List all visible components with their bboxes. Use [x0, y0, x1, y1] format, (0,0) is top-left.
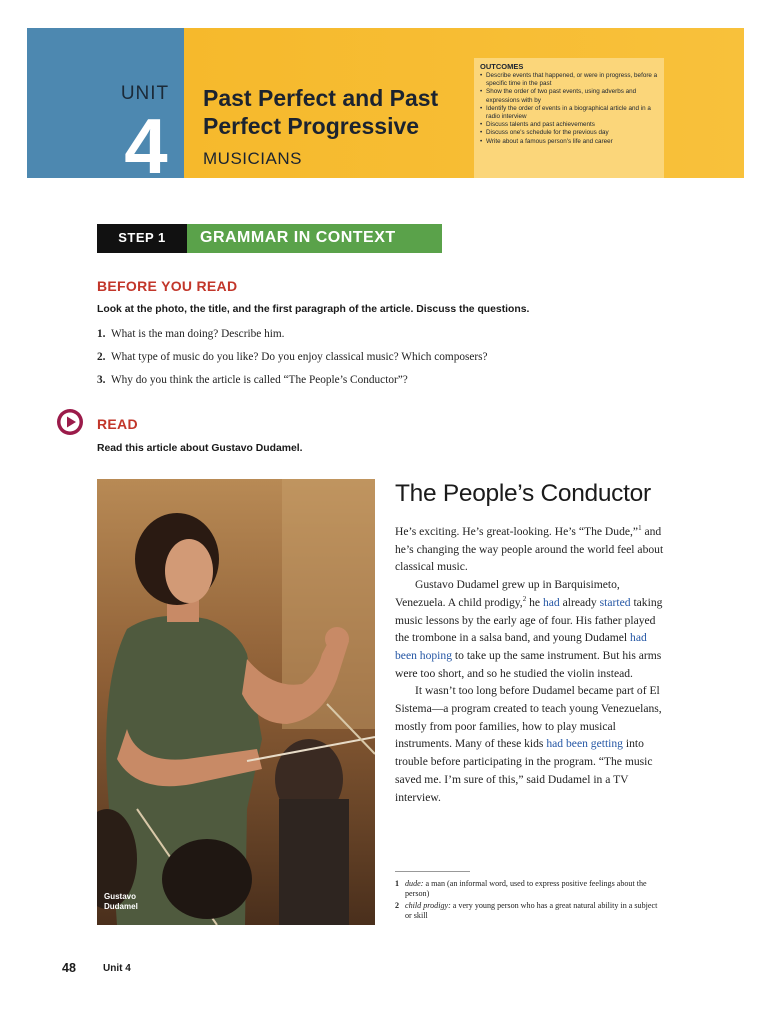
outcome-item: • Show the order of two past events, using adverbs and expressions with by [480, 88, 662, 104]
question-number: 3. [97, 374, 106, 386]
folio-unit: Unit 4 [103, 963, 131, 974]
highlighted-verb: had [542, 595, 560, 609]
question-2 [97, 351, 488, 363]
text-run: he [526, 595, 543, 609]
footnote-ref: 1 [638, 524, 642, 533]
photo-illustration [97, 479, 375, 925]
footnote-term: dude: [405, 879, 424, 888]
question-number: 2. [97, 351, 106, 363]
read-heading: READ [97, 416, 138, 432]
footnote-text: a man (an informal word, used to express positive feelings about the person) [405, 879, 647, 899]
outcomes-heading: OUTCOMES [480, 62, 524, 71]
footnote-2 [395, 901, 665, 922]
unit-number: 4 [124, 102, 168, 190]
step-title: GRAMMAR IN CONTEXT [200, 229, 396, 246]
before-you-read-instruction: Look at the photo, the title, and the first paragraph of the article. Discuss the questions. [97, 304, 530, 315]
conductor-photo [97, 479, 375, 925]
text-run: He’s exciting. He’s great-looking. He’s “The Dude,” [395, 525, 639, 538]
footnote-number: 2 [395, 900, 400, 910]
outcome-item: • Write about a famous person's life and career [480, 138, 662, 146]
highlighted-verb: had been hoping [395, 631, 647, 662]
outcome-item: • Discuss one's schedule for the previous day [480, 129, 662, 137]
text-run: taking music lessons by the early age of four. His father played the trombone in a salsa band, and young Dudamel [395, 595, 663, 645]
outcomes-list [480, 72, 662, 146]
footnote-text: a very young person who has a great natural ability in a subject or skill [405, 900, 658, 921]
article-body [395, 523, 665, 806]
footnote-term: child prodigy: [405, 900, 451, 910]
text-run: into trouble before participating in the program. “The music saved me. I’m sure of this,” said Dudamel in a TV interview. [395, 737, 653, 804]
highlighted-verb: had been getting [546, 737, 623, 751]
text-run: and he’s changing the way people around the world feel about classical music. [395, 525, 664, 574]
article-paragraph-2 [395, 576, 665, 682]
unit-title-line-2: Perfect Progressive [203, 113, 420, 139]
article-title: The People’s Conductor [395, 480, 651, 507]
unit-label: UNIT [120, 83, 170, 104]
footnote-1 [395, 879, 665, 900]
question-number: 1. [97, 328, 106, 340]
question-text: Why do you think the article is called “The People’s Conductor”? [111, 374, 408, 386]
footnote-divider [395, 871, 470, 872]
footnotes [395, 879, 665, 923]
highlighted-verb: started [599, 595, 631, 609]
outcome-item: • Discuss talents and past achievements [480, 121, 662, 129]
page-number: 48 [62, 961, 76, 975]
outcome-item: • Identify the order of events in a biographical article and in a radio interview [480, 105, 662, 121]
footnote-ref: 2 [522, 594, 527, 603]
question-1 [97, 328, 285, 340]
text-run: Gustavo Dudamel grew up in Barquisimeto, Venezuela. A child prodigy, [395, 578, 620, 609]
step-label: STEP 1 [118, 230, 166, 245]
text-run: to take up the same instrument. But his arms were too short, and so he studied the violin instead. [395, 648, 662, 680]
read-instruction: Read this article about Gustavo Dudamel. [97, 443, 303, 454]
unit-subtitle: MUSICIANS [203, 149, 302, 168]
unit-title [203, 84, 473, 140]
photo-caption-line-2: Dudamel [104, 902, 138, 911]
before-you-read-heading: BEFORE YOU READ [97, 278, 238, 294]
unit-title-line-1: Past Perfect and Past [203, 85, 439, 111]
article-paragraph-3 [395, 682, 665, 806]
outcome-item: • Describe events that happened, or were in progress, before a specific time in the past [480, 72, 662, 88]
question-text: What type of music do you like? Do you enjoy classical music? Which composers? [111, 351, 488, 363]
text-run: It wasn’t too long before Dudamel became part of El Sistema—a program created to teach young Venezuelans, mostly from poor families, how to play musical instruments. Many of these kids [395, 684, 662, 751]
question-3 [97, 374, 408, 386]
question-text: What is the man doing? Describe him. [111, 328, 285, 340]
article-paragraph-1 [395, 523, 665, 576]
footnote-number: 1 [395, 879, 400, 888]
photo-caption-line-1: Gustavo [104, 892, 137, 901]
text-run: already [559, 595, 600, 609]
photo-caption [104, 892, 138, 912]
play-icon[interactable] [56, 408, 84, 436]
